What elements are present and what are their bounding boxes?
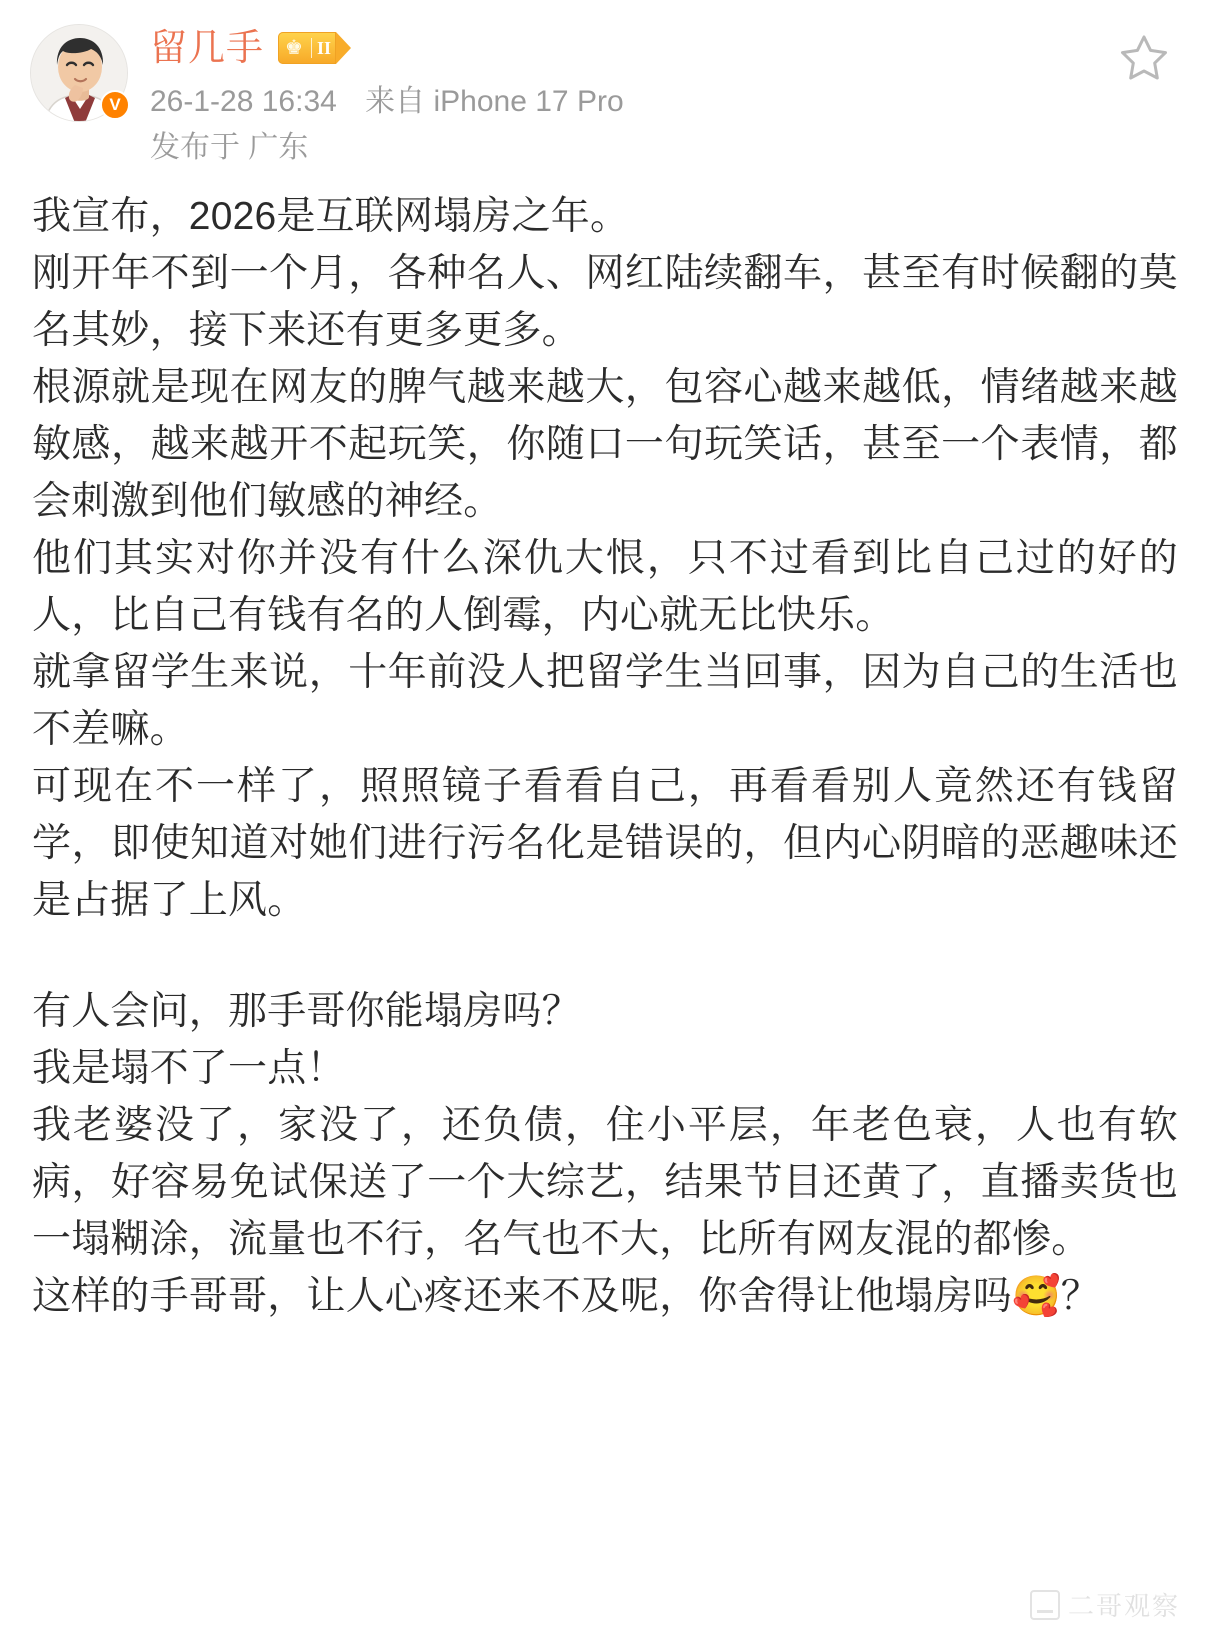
username[interactable]: 留几手 <box>150 27 264 68</box>
badge-divider <box>311 38 312 58</box>
post-paragraph: 有人会问，那手哥你能塌房吗？ <box>32 990 581 1033</box>
post-paragraph: 我老婆没了，家没了，还负债，住小平层，年老色衰，人也有软病，好容易免试保送了一个大综艺，结果节目还黄了，直播卖货也一塌糊涂，流量也不行，名气也不大，比所有网友混的都惨。 <box>32 1104 1178 1261</box>
watermark <box>1030 1586 1180 1623</box>
post-paragraph: 根源就是现在网友的脾气越来越大，包容心越来越低，情绪越来越敏感，越来越开不起玩笑，你随口一句玩笑话，甚至一个表情，都会刺激到他们敏感的神经。 <box>32 366 1178 523</box>
post-paragraph-spacer <box>32 929 1178 983</box>
vip-level-badge[interactable] <box>278 32 336 64</box>
post-header <box>0 0 1206 170</box>
star-icon[interactable] <box>1116 30 1172 86</box>
vip-level-label: II <box>316 37 331 58</box>
watermark-text: 二哥观察 <box>1067 1591 1180 1621</box>
post-paragraph: 我宣布，2026是互联网塌房之年。 <box>32 195 630 238</box>
post-paragraph: 我是塌不了一点！ <box>32 1047 346 1090</box>
avatar[interactable] <box>30 24 128 122</box>
post-paragraph: 这样的手哥哥，让人心疼还来不及呢，你舍得让他塌房吗🥰？ <box>32 1275 1100 1318</box>
post-timestamp: 26-1-28 16:34 <box>150 85 337 118</box>
post-content <box>32 188 1178 1325</box>
post-paragraph: 他们其实对你并没有什么深仇大恨，只不过看到比自己过的好的人，比自己有钱有名的人倒霉，内心就无比快乐。 <box>32 537 1178 637</box>
post-paragraph: 就拿留学生来说，十年前没人把留学生当回事，因为自己的生活也不差嘛。 <box>32 651 1178 751</box>
post-meta <box>150 80 1180 124</box>
post-region: 发布于 广东 <box>150 131 309 164</box>
app-logo-icon <box>1030 1590 1060 1620</box>
crown-icon: ♚ <box>285 37 303 59</box>
post-paragraph: 刚开年不到一个月，各种名人、网红陆续翻车，甚至有时候翻的莫名其妙，接下来还有更多更多。 <box>32 252 1178 352</box>
name-row <box>150 22 1180 74</box>
post-paragraph: 可现在不一样了，照照镜子看看自己，再看看别人竟然还有钱留学，即使知道对她们进行污名化是错误的，但内心阴暗的恶趣味还是占据了上风。 <box>32 765 1178 922</box>
header-text-block <box>150 22 1180 170</box>
post-device[interactable]: 来自 iPhone 17 Pro <box>365 85 624 118</box>
verified-badge-icon: V <box>100 90 130 120</box>
